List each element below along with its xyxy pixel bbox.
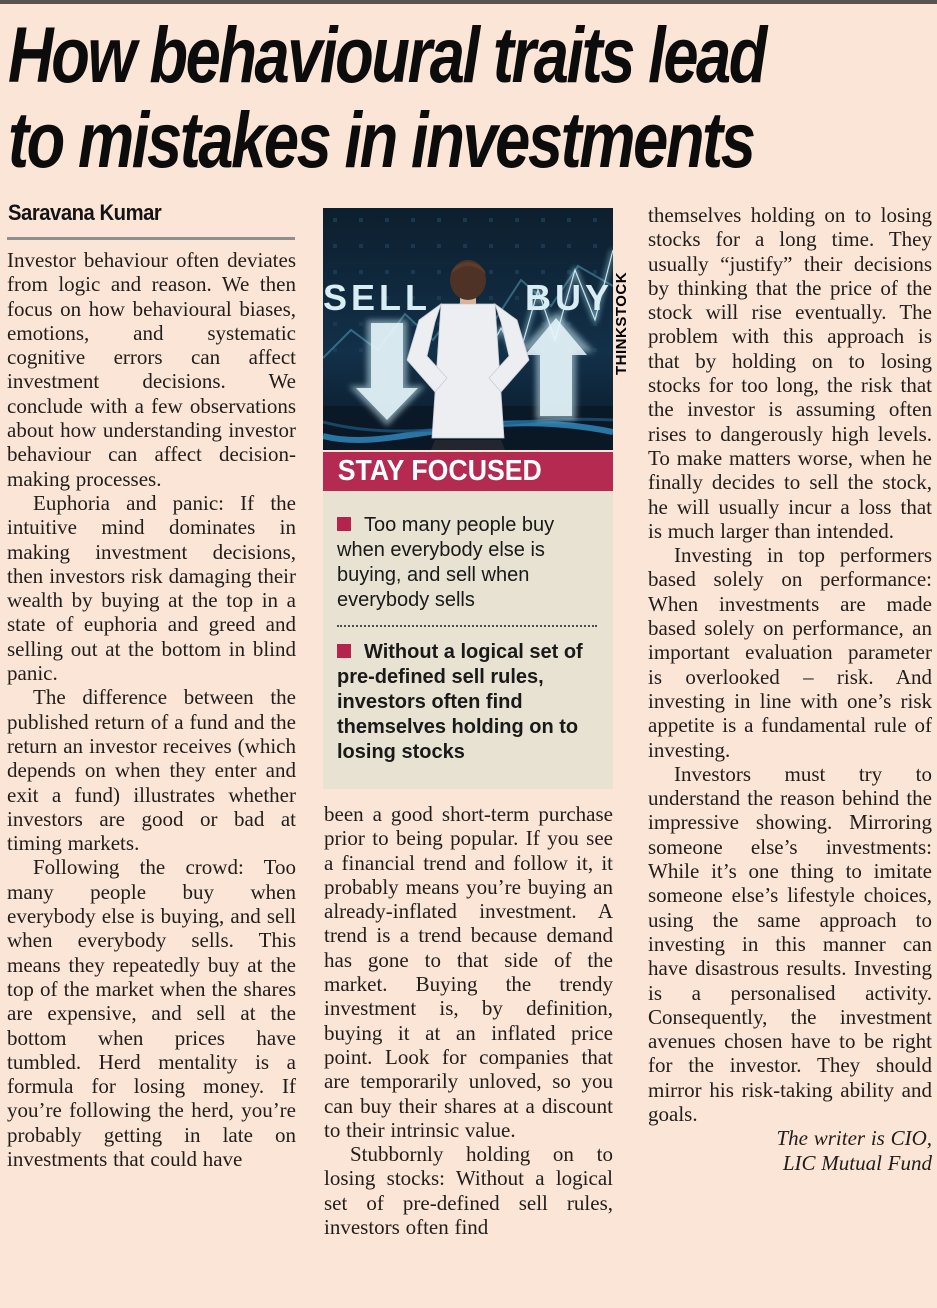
body-paragraph: Investors must try to understand the reason behind the impressive showing. Mirroring someone else’s investments: While it’s one thing to imitate someone else’s lifestyle choices, using the same approach to investing in this manner can have disastrous results. Investing is a personalised activity. Consequently, the investment avenues chosen have to be right for the investor. They should mirror his risk-taking ability and goals. bbox=[648, 761, 932, 1126]
body-paragraph: Stubbornly holding on to losing stocks: Without a logical set of pre-defined sell rules, investors often find bbox=[324, 1142, 613, 1240]
body-paragraph: been a good short-term purchase prior to being popular. If you see a financial trend and follow it, it probably means you’re buying an already-inflated investment. A trend is a trend because demand has gone to that side of the market. Buying the trendy investment is, by definition, buying it at an inflated price point. Look for companies that are temporarily unloved, so you can buy their shares at a discount to their intrinsic value. bbox=[324, 802, 613, 1142]
headline-line-1: How behavioural traits lead bbox=[8, 10, 766, 99]
bullet-square-icon bbox=[337, 644, 351, 658]
stay-focused-bullet: Without a logical set of pre-defined sell rules, investors often find themselves holding on to losing stocks bbox=[337, 625, 597, 765]
photo-credit: THINKSTOCK bbox=[613, 271, 630, 375]
stay-focused-bullet: Too many people buy when everybody else is buying, and sell when everybody sells bbox=[337, 514, 555, 611]
body-column-3 bbox=[648, 203, 932, 1175]
body-paragraph: Following the crowd: Too many people buy when everybody else is buying, and sell when everybody sells. This means they repeatedly buy at the top of the market when the shares are expensive, and sell at the bottom when prices have tumbled. Herd mentality is a formula for losing money. If you’re following the herd, you’re probably getting in late on investments that could have bbox=[7, 855, 296, 1171]
body-paragraph: The difference between the published return of a fund and the return an investor receives (which depends on when they enter and exit a fund) illustrates whether investors are good or bad at timing markets. bbox=[7, 685, 296, 856]
body-paragraph: themselves holding on to losing stocks for a long time. They usually “justify” their decisions by thinking that the price of the stock will rise eventually. The problem with this approach is that by holding on to losing stocks for too long, the risk that the investor is assuming often rises to dangerously high levels. To make matters worse, when he finally decides to sell the stock, he will usually incur a loss that is much larger than intended. bbox=[648, 203, 932, 543]
author-attribution-line-1: The writer is CIO, bbox=[776, 1126, 932, 1151]
stay-focused-title: STAY FOCUSED bbox=[337, 455, 542, 487]
stay-focused-banner bbox=[323, 452, 613, 491]
stay-focused-box bbox=[323, 491, 613, 789]
body-paragraph: Euphoria and panic: If the intuitive mind dominates in making investment decisions, then investors risk damaging their wealth by buying at the top in a state of euphoria and greed and selling out at the bottom in blind panic. bbox=[7, 490, 296, 686]
body-column-1 bbox=[7, 248, 296, 1171]
body-column-2 bbox=[324, 802, 613, 1239]
article-headline bbox=[8, 12, 937, 182]
buy-label: BUY bbox=[525, 277, 613, 318]
stock-market-photo bbox=[323, 208, 613, 450]
bullet-square-icon bbox=[337, 517, 351, 531]
headline-line-2: to mistakes in investments bbox=[8, 95, 754, 184]
page-top-rule bbox=[0, 0, 937, 4]
body-paragraph: Investing in top performers based solely on performance: When investments are made based solely on performance, an important evaluation parameter is overlooked – risk. And investing in line with one’s risk appetite is a fundamental rule of investing. bbox=[648, 543, 932, 762]
byline-divider bbox=[7, 237, 295, 240]
author-attribution-line-2: LIC Mutual Fund bbox=[782, 1150, 932, 1175]
byline: Saravana Kumar bbox=[8, 200, 162, 225]
body-paragraph: Investor behaviour often deviates from logic and reason. We then focus on how behavioural biases, emotions, and systematic cognitive errors can affect investment decisions. We conclude with a few observations about how understanding investor behaviour can affect decision-making processes. bbox=[7, 248, 296, 491]
sell-label: SELL bbox=[323, 277, 432, 318]
